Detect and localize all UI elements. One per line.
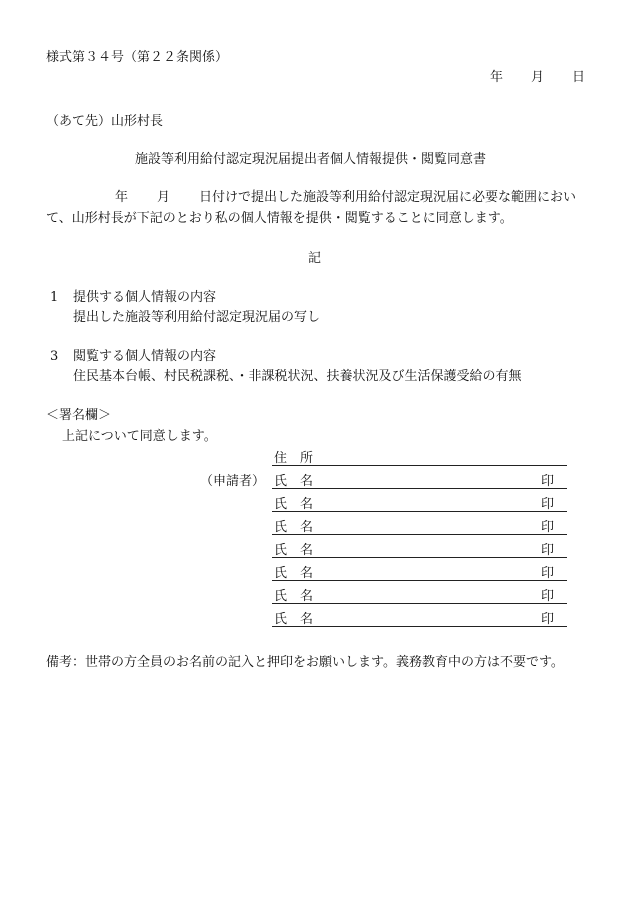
name-label: 氏 名 xyxy=(274,612,314,627)
name-line xyxy=(272,603,567,604)
name-label: 氏 名 xyxy=(274,589,314,604)
name-label: 氏 名 xyxy=(274,566,314,581)
body-line2-text: て、山形村長が下記のとおり私の個人情報を提供・閲覧することに同意します。 xyxy=(46,211,513,226)
agree-text: 上記について同意します。 xyxy=(62,429,217,444)
applicant-label: （申請者） xyxy=(200,474,266,489)
seal-label: 印 xyxy=(541,497,555,512)
name-line xyxy=(272,511,567,512)
address-label: 住 所 xyxy=(274,451,314,466)
name-line xyxy=(272,534,567,535)
signature-section-label: ＜署名欄＞ xyxy=(46,408,112,423)
name-label: 氏 名 xyxy=(274,520,314,535)
item-1-detail: 提出した施設等利用給付認定現況届の写し xyxy=(73,310,321,325)
note-text: 備考：世帯の方全員のお名前の記入と押印をお願いします。義務教育中の方は不要です。 xyxy=(46,655,564,670)
date-year-label: 年 xyxy=(490,70,504,85)
name-label: 氏 名 xyxy=(274,543,314,558)
body-line1-text: 日付けで提出した施設等利用給付認定現況届に必要な範囲におい xyxy=(199,190,577,205)
ki-label: 記 xyxy=(308,251,322,266)
seal-label: 印 xyxy=(541,474,555,489)
item-3-number: 3 xyxy=(50,349,59,364)
date-day-label: 日 xyxy=(572,70,586,85)
name-line xyxy=(272,557,567,558)
form-number: 様式第３４号（第２２条関係） xyxy=(46,50,229,65)
seal-label: 印 xyxy=(541,543,555,558)
item-1-number: 1 xyxy=(50,290,59,305)
address-line xyxy=(272,465,567,466)
seal-label: 印 xyxy=(541,566,555,581)
item-3-detail: 住民基本台帳、村民税課税、・非課税状況、扶養状況及び生活保護受給の有無 xyxy=(73,369,522,384)
name-line xyxy=(272,580,567,581)
name-line xyxy=(272,626,567,627)
document-title: 施設等利用給付認定現況届提出者個人情報提供・閲覧同意書 xyxy=(135,152,487,167)
item-3-heading: 閲覧する個人情報の内容 xyxy=(73,349,217,364)
name-label: 氏 名 xyxy=(274,497,314,512)
addressee: （あて先）山形村長 xyxy=(46,114,164,129)
seal-label: 印 xyxy=(541,589,555,604)
seal-label: 印 xyxy=(541,520,555,535)
item-1-heading: 提供する個人情報の内容 xyxy=(73,290,217,305)
name-line xyxy=(272,488,567,489)
seal-label: 印 xyxy=(541,612,555,627)
body-month-label: 月 xyxy=(157,190,171,205)
body-year-label: 年 xyxy=(115,190,129,205)
name-label: 氏 名 xyxy=(274,474,314,489)
date-month-label: 月 xyxy=(531,70,545,85)
